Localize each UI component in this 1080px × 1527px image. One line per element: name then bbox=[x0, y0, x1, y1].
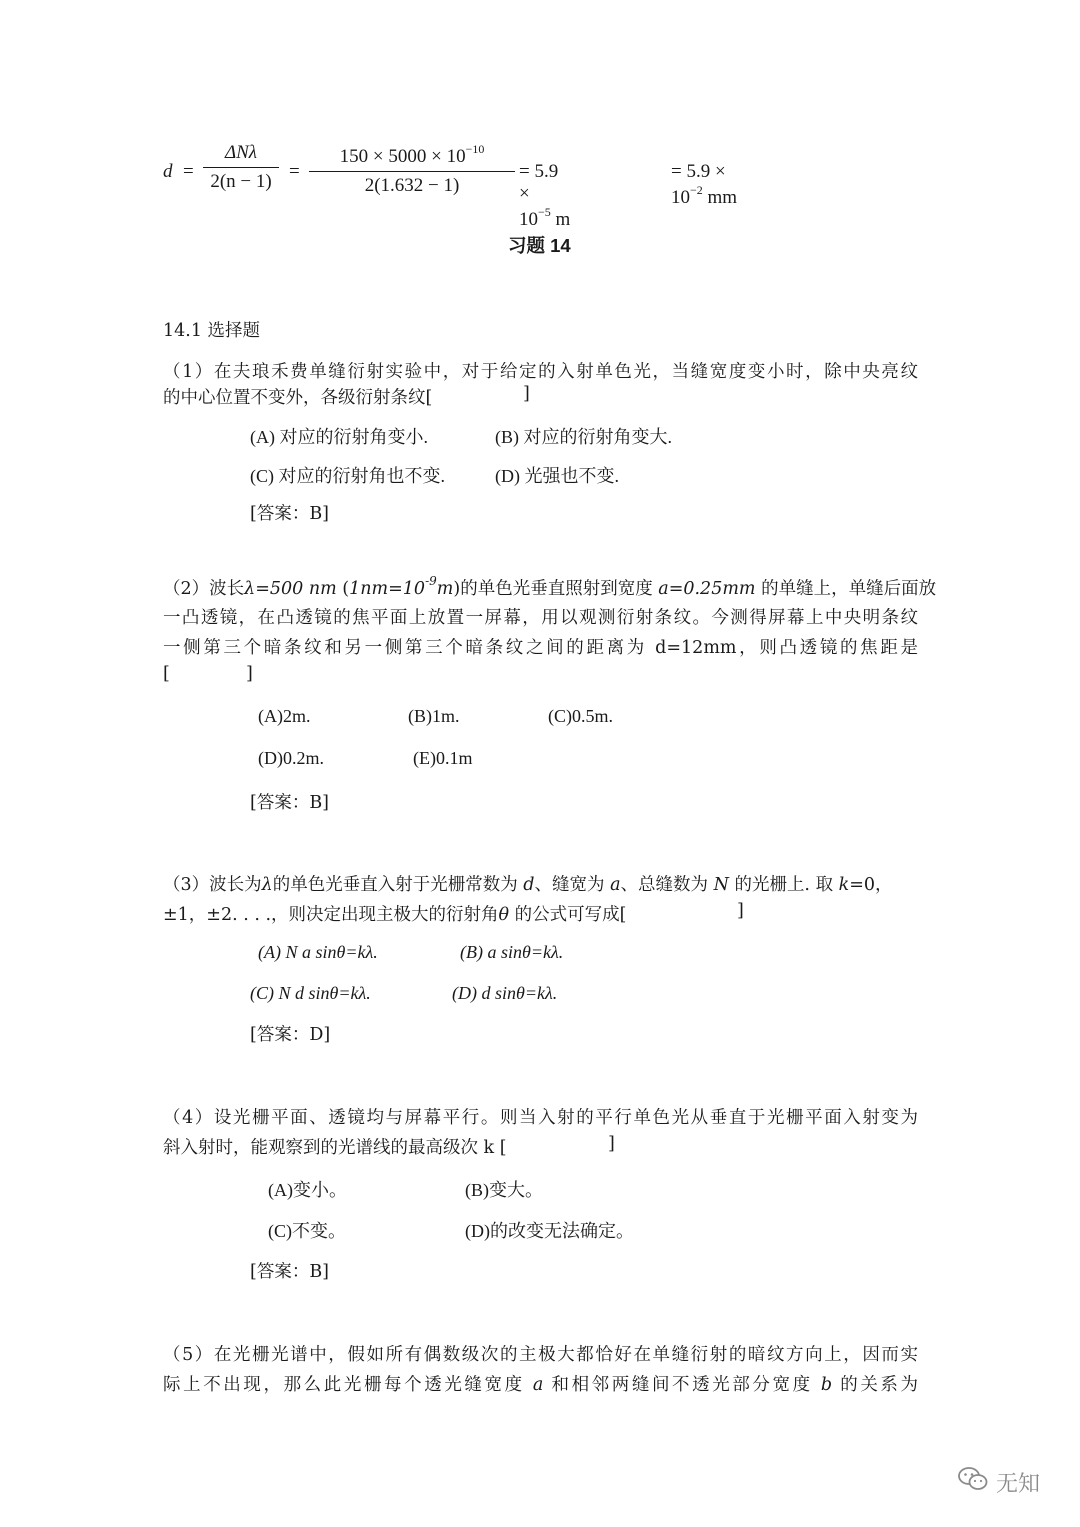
formula-frac2 bbox=[309, 142, 515, 197]
q1-option-b: (B) 对应的衍射角变大. bbox=[495, 427, 672, 447]
q2-option-c: (C)0.5m. bbox=[548, 706, 613, 726]
q3-N: N bbox=[713, 875, 729, 895]
formula-frac2-num-exp: −10 bbox=[465, 142, 485, 156]
q3-answer: [答案：D] bbox=[250, 1025, 331, 1045]
formula-eq2: = bbox=[289, 161, 300, 182]
formula-result2-exp: −2 bbox=[690, 183, 703, 197]
watermark bbox=[958, 1466, 1040, 1498]
q3-line2 bbox=[163, 901, 626, 926]
q3-option-a: (A) N a sinθ=kλ. bbox=[258, 942, 378, 962]
formula-result1 bbox=[519, 161, 570, 231]
q2-a-value: a=0.25mm bbox=[658, 579, 756, 599]
q1-bracket-close: ] bbox=[523, 384, 530, 404]
formula-lhs: d bbox=[163, 161, 173, 182]
q2-m-unit: m bbox=[436, 579, 454, 599]
q5-a: a bbox=[532, 1375, 544, 1395]
formula-result1-main: = 5.9 × 10 bbox=[519, 161, 559, 230]
subsection-title: 14.1 选择题 bbox=[163, 321, 261, 341]
watermark-text: 无知 bbox=[996, 1471, 1041, 1497]
q5-line2-post: 的关系为 bbox=[832, 1375, 919, 1395]
q1-line2: 的中心位置不变外，各级衍射条纹[ bbox=[163, 388, 433, 408]
q1-line1: （1）在夫琅禾费单缝衍射实验中，对于给定的入射单色光，当缝宽度变小时，除中央亮纹 bbox=[163, 362, 918, 382]
q1-option-d: (D) 光强也不变. bbox=[495, 466, 619, 486]
q3-option-d: (D) d sinθ=kλ. bbox=[452, 983, 558, 1003]
formula-frac1 bbox=[203, 142, 279, 193]
q2-nm-exp: -9 bbox=[425, 574, 437, 588]
q2-paren-open: ( bbox=[336, 579, 350, 599]
q3-theta: θ bbox=[498, 905, 510, 925]
q4-bracket-close: ] bbox=[608, 1134, 615, 1154]
formula-frac2-num bbox=[309, 142, 515, 171]
q3-t1: 的单色光垂直入射于光栅常数为 bbox=[272, 875, 524, 895]
q5-line2-mid: 和相邻两缝间不透光部分宽度 bbox=[543, 1375, 821, 1395]
q2-lambda: λ=500 nm bbox=[244, 579, 337, 599]
q2-line1-mid: )的单色光垂直照射到宽度 bbox=[453, 579, 659, 599]
q5-b: b bbox=[820, 1375, 833, 1395]
q3-t5: =0， bbox=[849, 875, 893, 895]
q3-t3: 、总缝数为 bbox=[620, 875, 714, 895]
q3-t4: 的光栅上. 取 bbox=[728, 875, 839, 895]
q2-bracket-close: ] bbox=[246, 664, 253, 684]
q2-option-e: (E)0.1m bbox=[413, 748, 473, 768]
q1-option-c: (C) 对应的衍射角也不变. bbox=[250, 466, 445, 486]
q2-answer: [答案：B] bbox=[250, 793, 330, 813]
q2-line1-post: 的单缝上，单缝后面放 bbox=[755, 579, 937, 599]
wechat-icon bbox=[958, 1466, 988, 1498]
formula-result2-unit: mm bbox=[707, 187, 738, 208]
q4-option-a: (A)变小。 bbox=[268, 1180, 347, 1200]
q4-line1: （4）设光栅平面、透镜均与屏幕平行。则当入射的平行单色光从垂直于光栅平面入射变为 bbox=[163, 1108, 918, 1128]
q2-option-b: (B)1m. bbox=[408, 706, 460, 726]
q3-option-b: (B) a sinθ=kλ. bbox=[460, 942, 564, 962]
q2-option-d: (D)0.2m. bbox=[258, 748, 324, 768]
q2-line1-pre: （2）波长 bbox=[163, 579, 245, 599]
q3-option-c: (C) N d sinθ=kλ. bbox=[250, 983, 371, 1003]
q4-option-c: (C)不变。 bbox=[268, 1221, 346, 1241]
q2-bracket-open: [ bbox=[163, 664, 170, 684]
formula-result1-exp: −5 bbox=[538, 205, 551, 219]
q5-line2 bbox=[163, 1371, 918, 1396]
q2-line1 bbox=[163, 574, 936, 600]
q3-d: d bbox=[523, 875, 535, 895]
q3-a: a bbox=[610, 875, 621, 895]
q2-nm-def: 1nm=10 bbox=[349, 579, 426, 599]
q3-bracket-close: ] bbox=[737, 901, 744, 921]
q3-k: k bbox=[838, 875, 850, 895]
q3-line1 bbox=[163, 871, 893, 896]
formula-result2 bbox=[671, 161, 737, 209]
formula-frac1-den: 2(n − 1) bbox=[210, 171, 272, 192]
formula-eq1: = bbox=[183, 161, 194, 182]
section-title: 习题 14 bbox=[508, 235, 571, 256]
q5-line1: （5）在光栅光谱中，假如所有偶数级次的主极大都恰好在单缝衍射的暗纹方向上，因而实 bbox=[163, 1345, 918, 1365]
q5-line2-pre: 际上不出现，那么此光栅每个透光缝宽度 bbox=[163, 1375, 533, 1395]
formula-frac2-num-main: 150 × 5000 × 10 bbox=[339, 146, 466, 167]
formula-frac2-den: 2(1.632 − 1) bbox=[364, 175, 460, 196]
q3-line2-post: 的公式可写成[ bbox=[509, 905, 627, 925]
q1-answer: [答案：B] bbox=[250, 504, 330, 524]
formula-result2-main: = 5.9 × 10 bbox=[671, 161, 726, 208]
q3-t2: 、缝宽为 bbox=[534, 875, 611, 895]
q2-option-a: (A)2m. bbox=[258, 706, 311, 726]
q3-line1-pre: （3）波长为 bbox=[163, 875, 262, 895]
q4-line2: 斜入射时，能观察到的光谱线的最高级次 k [ bbox=[163, 1138, 507, 1158]
q1-option-a: (A) 对应的衍射角变小. bbox=[250, 427, 428, 447]
q2-line2: 一凸透镜，在凸透镜的焦平面上放置一屏幕，用以观测衍射条纹。今测得屏幕上中央明条纹 bbox=[163, 608, 918, 628]
q2-line3: 一侧第三个暗条纹和另一侧第三个暗条纹之间的距离为 d=12mm，则凸透镜的焦距是 bbox=[163, 638, 918, 658]
q4-option-b: (B)变大。 bbox=[465, 1180, 543, 1200]
formula-frac1-num: ΔNλ bbox=[224, 142, 258, 163]
q3-lambda: λ bbox=[261, 875, 273, 895]
q4-answer: [答案：B] bbox=[250, 1262, 330, 1282]
q3-line2-pre: ±1，±2. . . .，则决定出现主极大的衍射角 bbox=[163, 905, 499, 925]
formula-result1-unit: m bbox=[555, 209, 571, 230]
q4-option-d: (D)的改变无法确定。 bbox=[465, 1221, 634, 1241]
